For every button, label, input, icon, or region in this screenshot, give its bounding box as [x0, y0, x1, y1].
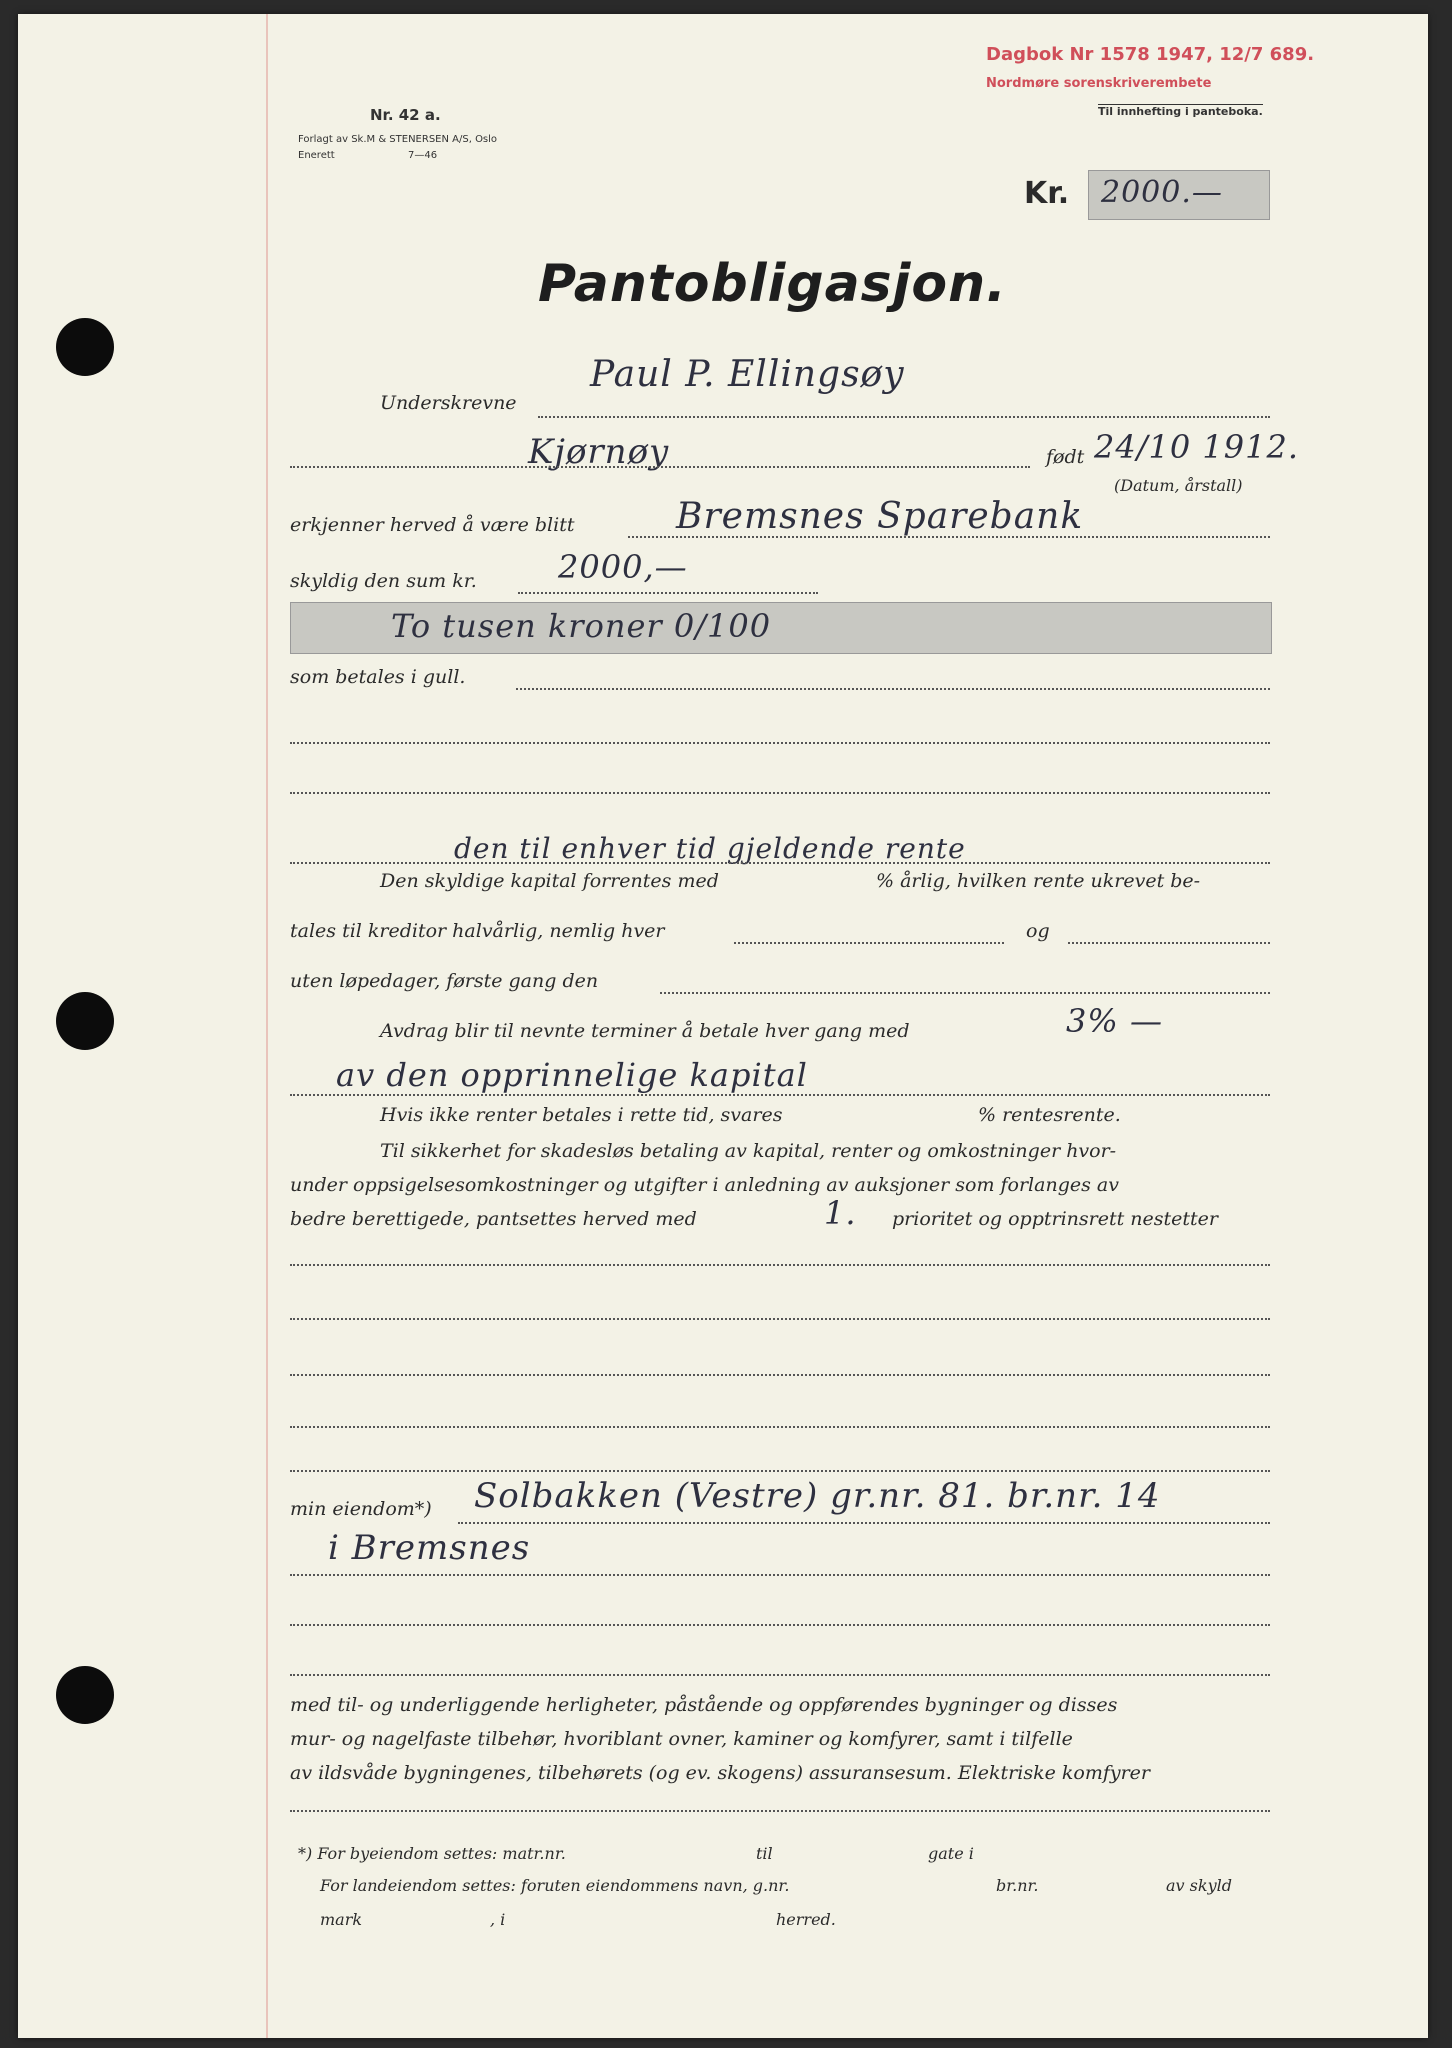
margin-rule	[266, 14, 268, 2038]
installment-percent: 3% —	[1066, 1002, 1163, 1040]
dotted-line	[538, 416, 1270, 418]
interest-line-1-end: % årlig, hvilken rente ukrevet be-	[876, 870, 1201, 892]
closing-line-2: mur- og nagelfaste tilbehør, hvoriblant ovner, kaminer og komfyrer, samt i tilfelle	[290, 1728, 1073, 1750]
dotted-line	[628, 536, 1270, 538]
punch-hole-icon	[56, 1666, 114, 1724]
dotted-line	[290, 742, 1270, 744]
amount-label: Kr.	[1024, 176, 1070, 211]
dotted-line	[290, 1470, 1270, 1472]
dotted-line	[290, 1810, 1270, 1812]
dotted-line	[660, 992, 1270, 994]
security-line-1: Til sikkerhet for skadesløs betaling av kapital, renter og omkostninger hvor-	[380, 1140, 1117, 1162]
court-stamp: Nordmøre sorenskriverembete	[986, 76, 1212, 91]
property-value-1: Solbakken (Vestre) gr.nr. 81. br.nr. 14	[474, 1476, 1161, 1516]
rights-label: Enerett	[298, 150, 335, 161]
closing-line-1: med til- og underliggende herligheter, påstående og oppførendes bygninger og disses	[290, 1694, 1118, 1716]
residence-value: Kjørnøy	[528, 432, 670, 472]
amount-words-box	[290, 602, 1272, 654]
form-number: Nr. 42 a.	[370, 106, 441, 124]
penalty-end: % rentesrente.	[978, 1104, 1121, 1126]
amount-value: 2000.—	[1101, 175, 1223, 210]
footnote-i: , i	[490, 1910, 506, 1929]
dotted-line	[290, 792, 1270, 794]
owed-value: 2000,—	[558, 548, 688, 586]
dotted-line	[516, 688, 1270, 690]
dotted-line	[734, 942, 1004, 944]
interest-handwritten: den til enhver tid gjeldende rente	[454, 832, 966, 865]
priority-value: 1.	[824, 1194, 857, 1232]
dotted-line	[1068, 942, 1270, 944]
footnote-line-2: For landeiendom settes: foruten eiendommens navn, g.nr.	[320, 1876, 790, 1895]
creditor-value: Bremsnes Sparebank	[676, 496, 1084, 537]
undersigned-value: Paul P. Ellingsøy	[590, 354, 905, 395]
acknowledge-label: erkjenner herved å være blitt	[290, 514, 575, 536]
amount-box	[1088, 170, 1270, 220]
dotted-line	[290, 1624, 1270, 1626]
footnote-herred: herred.	[776, 1910, 836, 1929]
dotted-line	[290, 1374, 1270, 1376]
closing-line-3: av ildsvåde bygningenes, tilbehørets (og ev. skogens) assuransesum. Elektriske komfyrer	[290, 1762, 1151, 1784]
born-label: født	[1046, 446, 1085, 468]
born-value: 24/10 1912.	[1094, 428, 1299, 466]
security-line-3-start: bedre berettigede, pantsettes herved med	[290, 1208, 697, 1230]
footnote-skyld: av skyld	[1166, 1876, 1232, 1895]
footnote-br: br.nr.	[996, 1876, 1039, 1895]
interest-line-1: Den skyldige kapital forrentes med	[380, 870, 719, 892]
date-hint: (Datum, årstall)	[1114, 476, 1243, 495]
dotted-line	[290, 466, 1030, 468]
dotted-line	[458, 1522, 1270, 1524]
interest-line-3: uten løpedager, første gang den	[290, 970, 599, 992]
interest-og: og	[1026, 920, 1050, 942]
punch-hole-icon	[56, 992, 114, 1050]
dotted-line	[290, 1426, 1270, 1428]
footnote-til: til	[756, 1844, 773, 1863]
dotted-line	[290, 1574, 1270, 1576]
dotted-line	[290, 1318, 1270, 1320]
property-value-2: i Bremsnes	[328, 1528, 531, 1568]
dotted-line	[518, 592, 818, 594]
edition-label: 7—46	[408, 150, 438, 161]
footnote-line-1: *) For byeiendom settes: matr.nr.	[298, 1844, 566, 1863]
footnote-gate: gate i	[928, 1844, 974, 1863]
penalty-start: Hvis ikke renter betales i rette tid, svares	[380, 1104, 783, 1126]
security-line-2: under oppsigelsesomkostninger og utgifter i anledning av auksjoner som forlanges av	[290, 1174, 1119, 1196]
dotted-line	[290, 1264, 1270, 1266]
filing-note: Til innhefting i panteboka.	[1098, 105, 1263, 118]
footnote-mark: mark	[320, 1910, 363, 1929]
installment-handwritten: av den opprinnelige kapital	[336, 1056, 808, 1094]
dotted-line	[290, 1674, 1270, 1676]
security-line-3-end: prioritet og opptrinsrett nestetter	[892, 1208, 1219, 1230]
punch-hole-icon	[56, 318, 114, 376]
interest-line-2: tales til kreditor halvårlig, nemlig hver	[290, 920, 665, 942]
diary-stamp: Dagbok Nr 1578 1947, 12/7 689.	[986, 44, 1315, 65]
owed-label: skyldig den sum kr.	[290, 570, 477, 592]
gold-label: som betales i gull.	[290, 666, 466, 688]
dotted-line	[290, 1094, 1270, 1096]
document-title: Pantobligasjon.	[538, 254, 1007, 314]
document-page	[18, 14, 1428, 2038]
publisher-line: Forlagt av Sk.M & STENERSEN A/S, Oslo	[298, 134, 498, 145]
property-label: min eiendom*)	[290, 1498, 432, 1520]
undersigned-label: Underskrevne	[380, 392, 517, 414]
amount-words-value: To tusen kroner 0/100	[391, 607, 772, 645]
dotted-line	[290, 862, 1270, 864]
installment-line-1: Avdrag blir til nevnte terminer å betale hver gang med	[380, 1020, 910, 1042]
